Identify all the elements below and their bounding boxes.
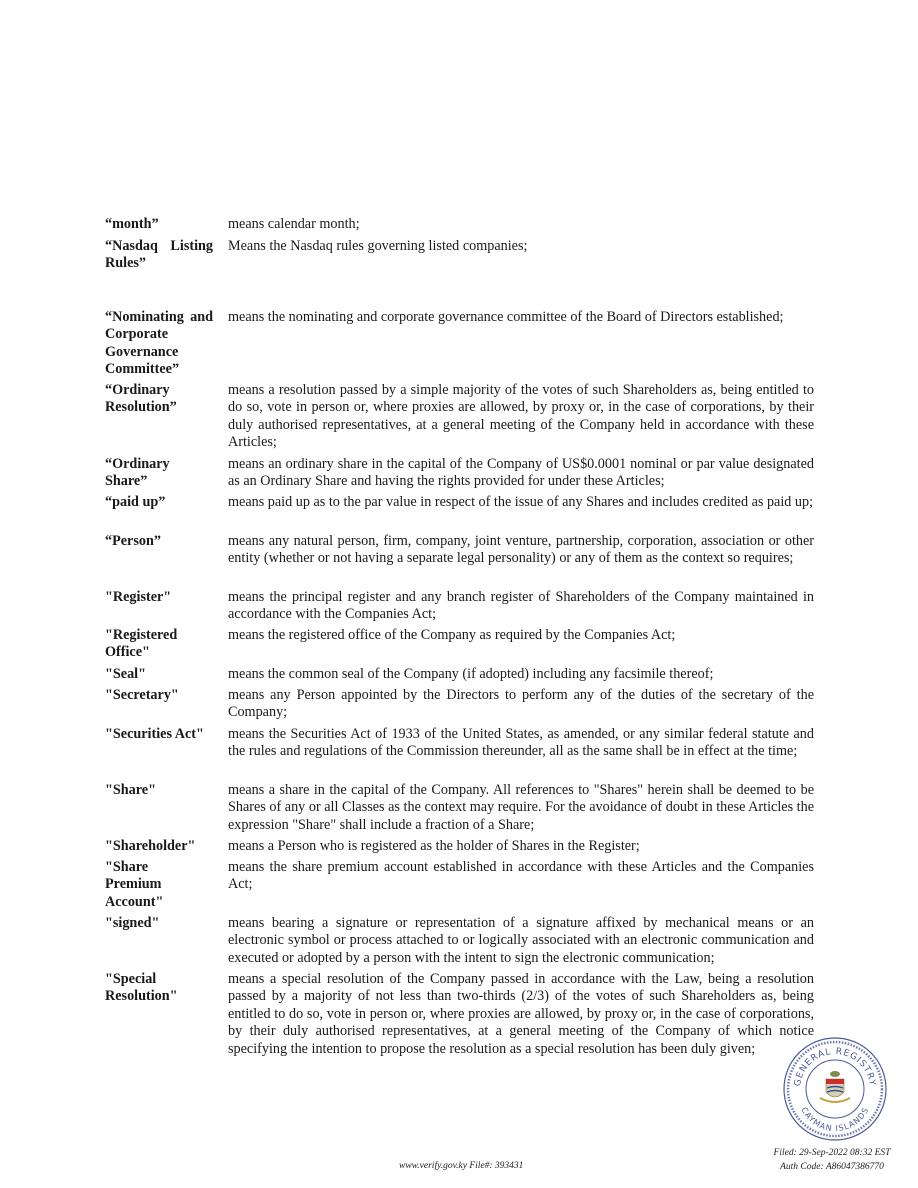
term: “Person” [105,533,161,549]
definition: means calendar month; [228,216,360,232]
coat-of-arms-icon [820,1071,850,1102]
definition: means the principal register and any branch register of Shareholders of the Company maintained in accordance with the Companies Act; [228,589,814,623]
term: "Registered Office" [105,627,178,661]
term: “Ordinary Share” [105,456,170,490]
definition: means a share in the capital of the Company. All references to "Shares" herein shall be deemed to be Shares of any or all Classes as the context may require. For the avoidance of doubt in these Articles the expression "Share" shall include a fraction of a Share; [228,782,814,833]
definition: means any natural person, firm, company, joint venture, partnership, corporation, association or other entity (whether or not having a separate legal personality) or any of them as the context so requires; [228,533,814,567]
filed-date: Filed: 29-Sep-2022 08:32 EST [773,1148,891,1158]
term: "Securities Act" [105,726,204,742]
term: "signed" [105,915,160,931]
definition: means the registered office of the Company as required by the Companies Act; [228,627,676,643]
definition: Means the Nasdaq rules governing listed companies; [228,238,528,254]
definition: means an ordinary share in the capital of the Company of US$0.0001 nominal or par value designated as an Ordinary Share and having the rights provided for under these Articles; [228,456,814,490]
svg-text:CAYMAN ISLANDS: CAYMAN ISLANDS [799,1105,871,1134]
term: “Nominating and Corporate Governance Committee” [105,309,213,378]
svg-text:GENERAL REGISTRY: GENERAL REGISTRY [792,1046,877,1088]
term: "Share" [105,782,156,798]
term: “Ordinary Resolution” [105,382,177,416]
definition: means a resolution passed by a simple majority of the votes of such Shareholders as, being entitled to do so, vote in person or, where proxies are allowed, by proxy or, in the case of corporations, by their duly authorised representatives, at a general meeting of the Company held in accordance with these Articles; [228,382,814,451]
term: "Share Premium Account" [105,859,164,910]
term: "Register" [105,589,172,605]
general-registry-seal [782,1036,888,1142]
auth-code: Auth Code: A86047386770 [780,1162,884,1172]
definition: means bearing a signature or representation of a signature affixed by mechanical means or an electronic symbol or process attached to or logically associated with an electronic communication and executed or adopted by a person with the intent to sign the electronic communication; [228,915,814,966]
definition: means a Person who is registered as the holder of Shares in the Register; [228,838,640,854]
definition: means the nominating and corporate governance committee of the Board of Directors established; [228,309,784,325]
filing-info [770,1146,894,1174]
definition: means paid up as to the par value in respect of the issue of any Shares and includes credited as paid up; [228,494,814,510]
term: "Seal" [105,666,146,682]
definition: means the share premium account established in accordance with these Articles and the Companies Act; [228,859,814,893]
term: "Shareholder" [105,838,196,854]
term: “Nasdaq Listing Rules” [105,238,213,272]
definition: means a special resolution of the Company passed in accordance with the Law, being a resolution passed by a majority of not less than two-thirds (2/3) of the votes of such Shareholders as, being entitled to do so, vote in person or, where proxies are allowed, by proxy or, in the case of corporations, by their duly authorised representatives, at a general meeting of the Company of which notice specifying the intention to propose the resolution as a special resolution has been duly given; [228,971,814,1057]
term: "Secretary" [105,687,179,703]
definition: means the common seal of the Company (if adopted) including any facsimile thereof; [228,666,714,682]
term: “month” [105,216,159,232]
term: “paid up” [105,494,166,510]
verify-file-number: www.verify.gov.ky File#: 393431 [399,1161,524,1171]
definition: means any Person appointed by the Directors to perform any of the duties of the secretary of the Company; [228,687,814,721]
definition: means the Securities Act of 1933 of the United States, as amended, or any similar federal statute and the rules and regulations of the Commission thereunder, all as the same shall be in effect at the time; [228,726,814,760]
term: "Special Resolution" [105,971,178,1005]
